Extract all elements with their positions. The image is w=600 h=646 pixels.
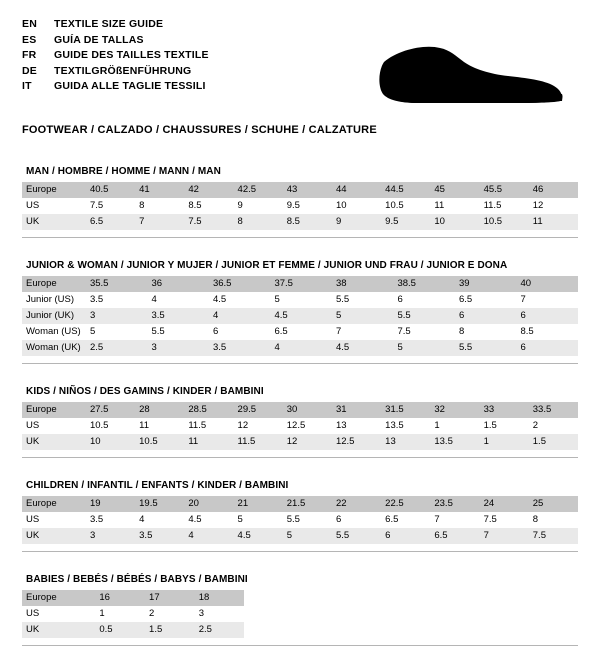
size-cell: 24 (480, 496, 529, 512)
size-cell: 36.5 (209, 276, 271, 292)
size-cell: 10.5 (381, 198, 430, 214)
row-label: UK (22, 528, 86, 544)
size-cell: 6 (381, 528, 430, 544)
size-cell: 12 (529, 198, 578, 214)
size-cell: 38.5 (393, 276, 455, 292)
size-cell: 2 (145, 606, 195, 622)
row-label: Woman (UK) (22, 340, 86, 356)
size-sections (22, 166, 578, 646)
size-cell: 7 (480, 528, 529, 544)
size-cell: 44 (332, 182, 381, 198)
size-cell: 7 (430, 512, 479, 528)
size-cell: 8.5 (516, 324, 578, 340)
size-cell: 10.5 (480, 214, 529, 230)
size-cell: 3 (86, 308, 148, 324)
size-cell: 8.5 (184, 198, 233, 214)
size-cell: 45.5 (480, 182, 529, 198)
row-label: Junior (US) (22, 292, 86, 308)
table-row (22, 622, 244, 638)
size-cell: 7 (135, 214, 184, 230)
size-cell: 3.5 (147, 308, 209, 324)
size-cell: 8 (529, 512, 578, 528)
size-cell: 29.5 (234, 402, 283, 418)
language-row (22, 18, 209, 34)
table-row (22, 606, 244, 622)
size-table-body (22, 590, 244, 638)
size-table-body (22, 496, 578, 544)
table-row (22, 340, 578, 356)
size-cell: 6.5 (381, 512, 430, 528)
size-cell: 10 (86, 434, 135, 450)
size-cell: 40.5 (86, 182, 135, 198)
size-section (22, 480, 578, 552)
language-code: ES (22, 33, 37, 46)
size-cell: 12.5 (332, 434, 381, 450)
table-row (22, 418, 578, 434)
size-cell: 12 (283, 434, 332, 450)
size-cell: 19.5 (135, 496, 184, 512)
size-cell: 11.5 (184, 418, 233, 434)
size-cell: 27.5 (86, 402, 135, 418)
size-cell: 11 (184, 434, 233, 450)
size-section-title: BABIES / BEBÉS / BÉBÉS / BABYS / BAMBINI (26, 574, 248, 585)
size-cell: 36 (147, 276, 209, 292)
size-cell: 11.5 (234, 434, 283, 450)
size-cell: 0.5 (95, 622, 145, 638)
row-label: Europe (22, 496, 86, 512)
size-cell: 3 (147, 340, 209, 356)
language-row (22, 65, 209, 81)
size-cell: 20 (184, 496, 233, 512)
size-cell: 22 (332, 496, 381, 512)
size-table (22, 276, 578, 356)
size-cell: 13.5 (381, 418, 430, 434)
size-table-body (22, 402, 578, 450)
size-cell: 1 (430, 418, 479, 434)
size-cell: 7 (516, 292, 578, 308)
size-section-title: KIDS / NIÑOS / DES GAMINS / KINDER / BAMBINI (26, 386, 264, 397)
size-section (22, 574, 578, 646)
size-cell: 11 (430, 198, 479, 214)
language-code: FR (22, 49, 37, 61)
size-cell: 31.5 (381, 402, 430, 418)
size-table-body (22, 276, 578, 356)
size-cell: 4.5 (209, 292, 271, 308)
table-row (22, 292, 578, 308)
size-cell: 31 (332, 402, 381, 418)
size-cell: 30 (283, 402, 332, 418)
size-cell: 6.5 (86, 214, 135, 230)
size-cell: 37.5 (270, 276, 332, 292)
row-label: US (22, 512, 86, 528)
size-cell: 45 (430, 182, 479, 198)
size-cell: 41 (135, 182, 184, 198)
size-cell: 33 (480, 402, 529, 418)
size-cell: 40 (516, 276, 578, 292)
size-cell: 33.5 (529, 402, 578, 418)
table-row (22, 496, 578, 512)
size-cell: 4 (209, 308, 271, 324)
row-label: Europe (22, 276, 86, 292)
size-cell: 3 (86, 528, 135, 544)
size-cell: 5.5 (393, 308, 455, 324)
table-row (22, 324, 578, 340)
size-cell: 38 (332, 276, 394, 292)
size-table (22, 182, 578, 230)
size-cell: 42.5 (234, 182, 283, 198)
language-text: TEXTILE SIZE GUIDE (54, 18, 164, 30)
size-cell: 5.5 (455, 340, 517, 356)
size-cell: 11 (135, 418, 184, 434)
size-cell: 9 (332, 214, 381, 230)
size-cell: 9 (234, 198, 283, 214)
size-cell: 16 (95, 590, 145, 606)
size-cell: 4.5 (332, 340, 394, 356)
size-cell: 10 (332, 198, 381, 214)
size-cell: 10 (430, 214, 479, 230)
size-cell: 43 (283, 182, 332, 198)
size-cell: 39 (455, 276, 517, 292)
size-cell: 8.5 (283, 214, 332, 230)
size-section (22, 166, 578, 238)
size-cell: 3 (195, 606, 245, 622)
size-cell: 6 (209, 324, 271, 340)
size-cell: 7.5 (184, 214, 233, 230)
size-cell: 6.5 (430, 528, 479, 544)
table-row (22, 276, 578, 292)
row-label: Junior (UK) (22, 308, 86, 324)
size-cell: 5 (86, 324, 148, 340)
size-cell: 19 (86, 496, 135, 512)
size-cell: 3.5 (86, 512, 135, 528)
size-cell: 6 (516, 340, 578, 356)
size-cell: 4 (135, 512, 184, 528)
size-cell: 11.5 (480, 198, 529, 214)
size-cell: 18 (195, 590, 245, 606)
language-title-list (22, 18, 209, 96)
size-cell: 6 (455, 308, 517, 324)
size-cell: 9.5 (381, 214, 430, 230)
language-row (22, 34, 209, 50)
section-divider (22, 551, 578, 552)
size-cell: 12 (234, 418, 283, 434)
section-divider (22, 237, 578, 238)
size-cell: 7.5 (393, 324, 455, 340)
size-cell: 9.5 (283, 198, 332, 214)
row-label: UK (22, 434, 86, 450)
size-cell: 2 (529, 418, 578, 434)
size-cell: 32 (430, 402, 479, 418)
size-cell: 5.5 (283, 512, 332, 528)
size-cell: 21.5 (283, 496, 332, 512)
size-table (22, 496, 578, 544)
language-row (22, 80, 209, 96)
row-label: US (22, 418, 86, 434)
size-cell: 6 (516, 308, 578, 324)
size-cell: 5.5 (147, 324, 209, 340)
table-row (22, 198, 578, 214)
language-text: GUIDA ALLE TAGLIE TESSILI (54, 80, 206, 92)
size-cell: 12.5 (283, 418, 332, 434)
row-label: Europe (22, 182, 86, 198)
size-cell: 5.5 (332, 528, 381, 544)
size-cell: 7.5 (86, 198, 135, 214)
size-cell: 6 (332, 512, 381, 528)
size-cell: 2.5 (195, 622, 245, 638)
table-row (22, 590, 244, 606)
size-cell: 2.5 (86, 340, 148, 356)
table-row (22, 402, 578, 418)
row-label: Europe (22, 590, 95, 606)
section-divider (22, 363, 578, 364)
size-cell: 1.5 (145, 622, 195, 638)
size-cell: 5.5 (332, 292, 394, 308)
size-cell: 5 (270, 292, 332, 308)
size-cell: 13.5 (430, 434, 479, 450)
size-cell: 4 (270, 340, 332, 356)
size-cell: 8 (135, 198, 184, 214)
size-cell: 10.5 (86, 418, 135, 434)
size-cell: 13 (381, 434, 430, 450)
page-header (22, 18, 578, 110)
size-cell: 8 (455, 324, 517, 340)
table-row (22, 182, 578, 198)
language-code: EN (22, 18, 37, 30)
size-cell: 46 (529, 182, 578, 198)
size-cell: 1.5 (529, 434, 578, 450)
size-cell: 13 (332, 418, 381, 434)
size-cell: 4 (184, 528, 233, 544)
footwear-section-title: FOOTWEAR / CALZADO / CHAUSSURES / SCHUHE / CALZATURE (22, 124, 377, 136)
size-cell: 1 (480, 434, 529, 450)
size-section-title: JUNIOR & WOMAN / JUNIOR Y MUJER / JUNIOR ET FEMME / JUNIOR UND FRAU / JUNIOR E DONA (26, 260, 508, 271)
size-table (22, 402, 578, 450)
size-cell: 5 (332, 308, 394, 324)
row-label: UK (22, 622, 95, 638)
size-table-body (22, 182, 578, 230)
dress-shoe-icon (378, 38, 568, 110)
table-row (22, 308, 578, 324)
size-cell: 44.5 (381, 182, 430, 198)
section-divider (22, 457, 578, 458)
language-code: IT (22, 80, 32, 92)
size-cell: 4.5 (234, 528, 283, 544)
row-label: US (22, 606, 95, 622)
size-section-title: MAN / HOMBRE / HOMME / MANN / MAN (26, 166, 221, 177)
table-row (22, 512, 578, 528)
size-cell: 5 (283, 528, 332, 544)
size-cell: 7.5 (529, 528, 578, 544)
language-code: DE (22, 64, 37, 77)
size-cell: 22.5 (381, 496, 430, 512)
size-cell: 11 (529, 214, 578, 230)
size-cell: 3.5 (135, 528, 184, 544)
language-text: GUÍA DE TALLAS (54, 33, 144, 46)
size-cell: 5 (234, 512, 283, 528)
size-cell: 28.5 (184, 402, 233, 418)
size-section (22, 260, 578, 364)
size-cell: 4 (147, 292, 209, 308)
size-cell: 8 (234, 214, 283, 230)
size-section (22, 386, 578, 458)
size-cell: 28 (135, 402, 184, 418)
size-cell: 1.5 (480, 418, 529, 434)
size-table (22, 590, 244, 638)
size-cell: 7.5 (480, 512, 529, 528)
size-cell: 6.5 (270, 324, 332, 340)
size-cell: 6.5 (455, 292, 517, 308)
language-text: TEXTILGRÖßENFÜHRUNG (54, 64, 192, 77)
row-label: Europe (22, 402, 86, 418)
size-cell: 4.5 (270, 308, 332, 324)
size-cell: 25 (529, 496, 578, 512)
table-row (22, 434, 578, 450)
table-row (22, 214, 578, 230)
size-cell: 17 (145, 590, 195, 606)
table-row (22, 528, 578, 544)
size-cell: 21 (234, 496, 283, 512)
size-cell: 42 (184, 182, 233, 198)
size-cell: 23.5 (430, 496, 479, 512)
size-cell: 3.5 (86, 292, 148, 308)
language-row (22, 49, 209, 65)
row-label: UK (22, 214, 86, 230)
size-cell: 10.5 (135, 434, 184, 450)
row-label: US (22, 198, 86, 214)
row-label: Woman (US) (22, 324, 86, 340)
size-cell: 7 (332, 324, 394, 340)
size-cell: 1 (95, 606, 145, 622)
size-cell: 5 (393, 340, 455, 356)
size-cell: 3.5 (209, 340, 271, 356)
language-text: GUIDE DES TAILLES TEXTILE (54, 49, 209, 61)
size-cell: 4.5 (184, 512, 233, 528)
size-cell: 35.5 (86, 276, 148, 292)
language-title-list-body (22, 18, 209, 96)
size-section-title: CHILDREN / INFANTIL / ENFANTS / KINDER / BAMBINI (26, 480, 289, 491)
size-cell: 6 (393, 292, 455, 308)
